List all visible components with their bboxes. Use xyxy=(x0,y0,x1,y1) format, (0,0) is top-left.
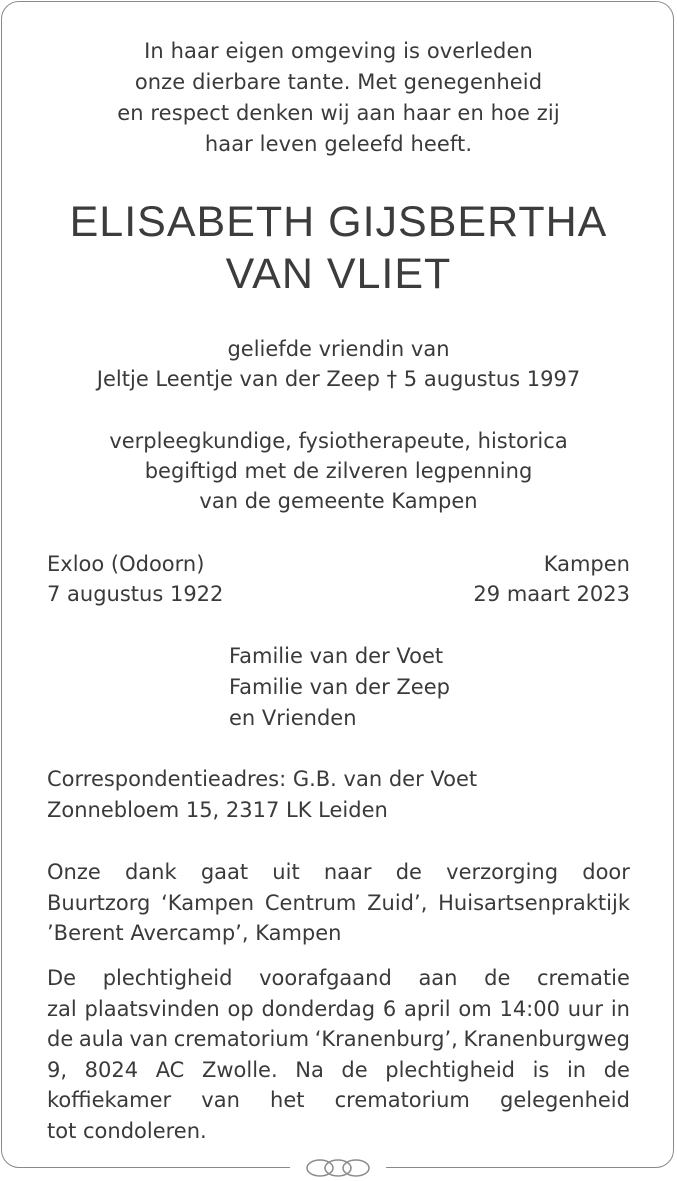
dates-row xyxy=(47,579,630,609)
word: op xyxy=(227,996,254,1021)
word: plaatsvinden xyxy=(84,996,220,1021)
word: 14:00 xyxy=(499,996,560,1021)
word: Kranenburgweg xyxy=(463,1027,630,1051)
word: het xyxy=(270,1088,305,1112)
word: De xyxy=(47,966,77,990)
correspondence-line-2: Zonnebloem 15, 2317 LK Leiden xyxy=(47,798,388,822)
word: 6 xyxy=(382,996,397,1021)
word: plechtigheid xyxy=(102,966,233,990)
word: Na xyxy=(295,1057,324,1082)
name-line-2: VAN VLIET xyxy=(225,250,452,298)
word: gelegenheid xyxy=(500,1088,630,1112)
places-row xyxy=(47,549,630,579)
word: de xyxy=(395,860,422,884)
word: door xyxy=(582,860,630,884)
word: koffiekamer xyxy=(47,1088,172,1112)
intro-line: onze dierbare tante. Met genegenheid xyxy=(134,70,543,94)
correspondence-line-1: Correspondentieadres: G.B. van der Voet xyxy=(47,767,478,791)
ornament-rings-icon xyxy=(290,1157,386,1179)
ceremony-line xyxy=(47,1085,630,1116)
intro-text xyxy=(40,36,637,160)
career-line: verpleegkundige, fysiotherapeute, historica xyxy=(109,429,568,453)
death-date: 29 maart 2023 xyxy=(473,582,630,606)
friend-text xyxy=(40,334,637,394)
word: Centrum xyxy=(264,890,357,915)
word: Buurtzorg xyxy=(47,890,151,915)
thanks-line xyxy=(47,857,630,888)
name-line-1: ELISABETH GIJSBERTHA xyxy=(69,198,608,246)
career-text xyxy=(40,426,637,516)
word: gaat xyxy=(200,860,249,884)
word: in xyxy=(566,1057,587,1082)
word: de xyxy=(484,966,511,990)
ceremony-line xyxy=(47,963,630,994)
birth-date: 7 augustus 1922 xyxy=(47,582,224,606)
word: is xyxy=(532,1057,550,1082)
ceremony-paragraph xyxy=(47,963,630,1146)
ceremony-line: tot condoleren. xyxy=(47,1118,207,1143)
career-line: begiftigd met de zilveren legpenning xyxy=(144,459,533,483)
death-place: Kampen xyxy=(543,552,630,576)
word: Zwolle. xyxy=(201,1057,278,1082)
word: aan xyxy=(418,966,458,990)
intro-line: en respect denken wij aan haar en hoe zij xyxy=(117,101,560,125)
thanks-line xyxy=(47,888,630,919)
word: de xyxy=(47,1027,74,1051)
family-signatories xyxy=(229,641,450,734)
birth-place: Exloo (Odoorn) xyxy=(47,552,205,576)
word: 8024 xyxy=(84,1057,139,1082)
word: verzorging xyxy=(446,860,559,884)
word: dank xyxy=(124,860,177,884)
word: de xyxy=(603,1057,630,1082)
family-line: Familie van der Voet xyxy=(229,644,444,668)
intro-line: haar leven geleefd heeft. xyxy=(204,132,473,156)
word: Zuid’, xyxy=(367,890,428,915)
word: naar xyxy=(323,860,372,884)
word: 9, xyxy=(47,1057,68,1082)
word: crematie xyxy=(536,966,630,990)
intro-line: In haar eigen omgeving is overleden xyxy=(144,39,533,63)
word: ‘Kampen xyxy=(161,890,255,915)
ceremony-line xyxy=(47,1024,630,1055)
word: Huisartsenpraktijk xyxy=(438,890,630,915)
word: van xyxy=(129,1027,169,1051)
deceased-name xyxy=(20,196,657,300)
word: zal xyxy=(47,996,77,1021)
thanks-paragraph xyxy=(47,857,630,949)
word: Onze xyxy=(47,860,101,884)
life-dates xyxy=(47,549,630,609)
word: voorafgaand xyxy=(259,966,392,990)
word: om xyxy=(458,996,492,1021)
career-line: van de gemeente Kampen xyxy=(199,489,478,513)
word: crematorium xyxy=(334,1088,470,1112)
word: aula xyxy=(78,1027,124,1051)
family-line: Familie van der Zeep xyxy=(229,675,450,699)
word: in xyxy=(610,996,630,1021)
word: donderdag xyxy=(261,996,376,1021)
word: april xyxy=(404,996,451,1021)
word: van xyxy=(201,1088,240,1112)
correspondence-address xyxy=(47,764,477,826)
thanks-line: ’Berent Avercamp’, Kampen xyxy=(47,921,342,945)
family-line: en Vrienden xyxy=(229,706,357,730)
word: crematorium xyxy=(173,1027,310,1051)
word: uur xyxy=(567,996,604,1021)
ceremony-line xyxy=(47,994,630,1025)
word: de xyxy=(341,1057,368,1082)
word: plechtigheid xyxy=(385,1057,515,1082)
friend-line-2: Jeltje Leentje van der Zeep † 5 augustus 1997 xyxy=(96,367,581,391)
word: ‘Kranenburg’, xyxy=(314,1027,458,1051)
ceremony-line xyxy=(47,1055,630,1086)
friend-line-1: geliefde vriendin van xyxy=(227,337,450,361)
word: AC xyxy=(155,1057,185,1082)
word: uit xyxy=(272,860,300,884)
